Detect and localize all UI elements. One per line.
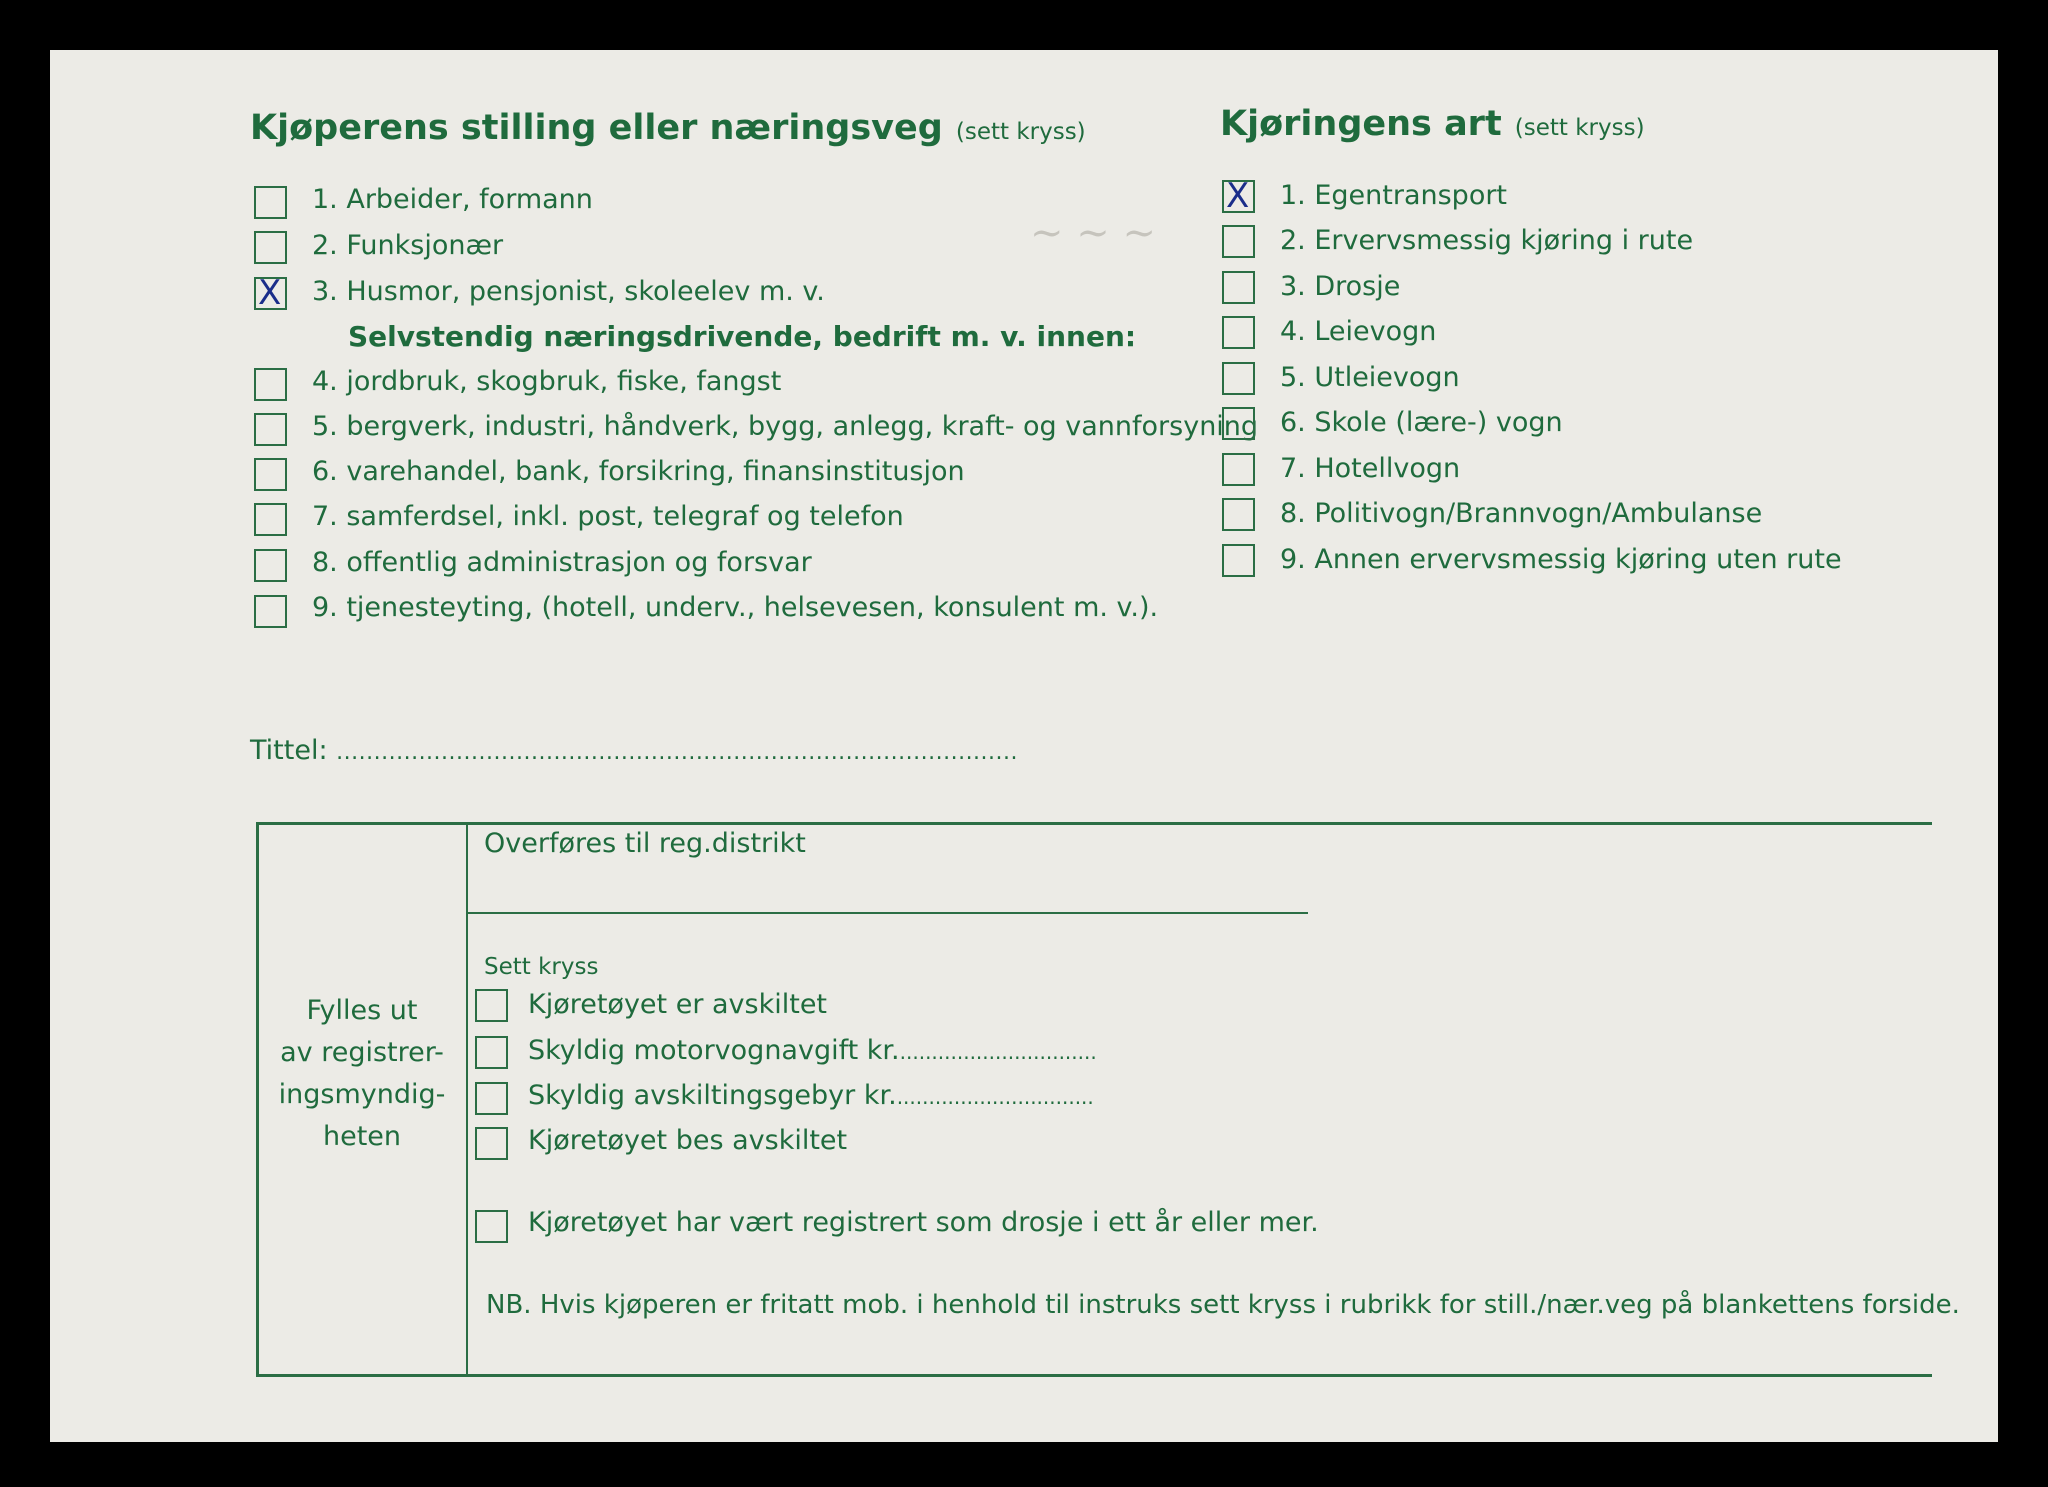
left-item-label: 3. Husmor, pensjonist, skoleelev m. v. <box>312 276 825 307</box>
amount-dots[interactable]: ............................... <box>899 1040 1097 1064</box>
checkbox-right-3[interactable] <box>1222 271 1255 304</box>
checkbox-drosje[interactable] <box>475 1210 508 1243</box>
checkbox-left-9[interactable] <box>254 595 287 628</box>
check-mark: X <box>1226 176 1250 216</box>
check-label: Kjøretøyet er avskiltet <box>528 989 828 1020</box>
form-sheet <box>50 50 1998 1442</box>
right-item-label: 3. Drosje <box>1280 271 1401 302</box>
checkbox-bes-avskiltet[interactable] <box>475 1127 508 1160</box>
sett-kryss-label: Sett kryss <box>484 954 599 980</box>
left-subheading: Selvstendig næringsdrivende, bedrift m. v. innen: <box>348 320 1137 353</box>
check-label <box>528 1035 1097 1066</box>
side-label-line: heten <box>322 1121 402 1152</box>
box-divider <box>466 822 468 1377</box>
right-item-label: 6. Skole (lære-) vogn <box>1280 407 1563 438</box>
box-bottom-border <box>256 1374 1932 1377</box>
checkbox-left-1[interactable] <box>254 186 287 219</box>
check-label: Kjøretøyet har vært registrert som drosje i ett år eller mer. <box>528 1207 1319 1238</box>
box-left-border <box>256 822 259 1377</box>
transfer-label: Overføres til reg.distrikt <box>484 828 806 859</box>
checkbox-motorvognavgift[interactable] <box>475 1036 508 1069</box>
checkbox-right-9[interactable] <box>1222 544 1255 577</box>
transfer-underline <box>468 912 1308 914</box>
checkbox-left-7[interactable] <box>254 503 287 536</box>
right-item-label: 9. Annen ervervsmessig kjøring uten rute <box>1280 544 1842 575</box>
check-label-text: Skyldig motorvognavgift kr. <box>528 1035 900 1066</box>
amount-dots[interactable]: ............................... <box>896 1085 1094 1109</box>
checkbox-avskiltet[interactable] <box>475 989 508 1022</box>
checkbox-left-6[interactable] <box>254 458 287 491</box>
right-item-label: 2. Ervervsmessig kjøring i rute <box>1280 225 1694 256</box>
show-through-text: ~ ~ ~ <box>1030 210 1156 256</box>
right-item-label: 4. Leievogn <box>1280 316 1437 347</box>
side-label <box>262 990 462 1158</box>
tittel-field[interactable] <box>250 735 1018 766</box>
right-section-title: Kjøringens art <box>1220 104 1502 144</box>
checkbox-right-8[interactable] <box>1222 498 1255 531</box>
nb-note: NB. Hvis kjøperen er fritatt mob. i henhold til instruks sett kryss i rubrikk for still./nær.veg på blankettens forside. <box>486 1290 1960 1320</box>
check-mark: X <box>258 273 282 313</box>
side-label-line: av registrer- <box>280 1037 444 1068</box>
checkbox-right-4[interactable] <box>1222 316 1255 349</box>
right-section-header <box>1220 104 1645 144</box>
tittel-label: Tittel: <box>250 735 328 766</box>
checkbox-avskiltingsgebyr[interactable] <box>475 1082 508 1115</box>
box-top-border <box>256 822 1932 825</box>
checkbox-left-2[interactable] <box>254 231 287 264</box>
checkbox-right-6[interactable] <box>1222 407 1255 440</box>
right-item-label: 1. Egentransport <box>1280 180 1508 211</box>
checkbox-right-1[interactable] <box>1222 176 1255 216</box>
left-item-label: 8. offentlig administrasjon og forsvar <box>312 547 812 578</box>
check-label-text: Skyldig avskiltingsgebyr kr. <box>528 1080 897 1111</box>
checkbox-left-4[interactable] <box>254 368 287 401</box>
right-item-label: 8. Politivogn/Brannvogn/Ambulanse <box>1280 498 1763 529</box>
right-item-label: 5. Utleievogn <box>1280 362 1460 393</box>
left-item-label: 4. jordbruk, skogbruk, fiske, fangst <box>312 366 782 397</box>
side-label-line: Fylles ut <box>306 995 418 1026</box>
checkbox-right-2[interactable] <box>1222 225 1255 258</box>
left-section-hint: (sett kryss) <box>955 119 1086 145</box>
left-section-header <box>250 108 1086 148</box>
checkbox-left-3[interactable] <box>254 273 287 313</box>
side-label-line: ingsmyndig- <box>278 1079 446 1110</box>
left-section-title: Kjøperens stilling eller næringsveg <box>250 108 943 148</box>
checkbox-left-5[interactable] <box>254 413 287 446</box>
left-item-label: 9. tjenesteyting, (hotell, underv., helsevesen, konsulent m. v.). <box>312 592 1159 623</box>
tittel-dots: ........................................................................................... <box>336 740 1019 765</box>
left-item-label: 5. bergverk, industri, håndverk, bygg, anlegg, kraft- og vannforsyning <box>312 411 1259 442</box>
check-label <box>528 1080 1094 1111</box>
right-section-hint: (sett kryss) <box>1514 115 1645 141</box>
check-label: Kjøretøyet bes avskiltet <box>528 1125 848 1156</box>
left-item-label: 1. Arbeider, formann <box>312 184 593 215</box>
left-item-label: 6. varehandel, bank, forsikring, finansinstitusjon <box>312 456 965 487</box>
left-item-label: 7. samferdsel, inkl. post, telegraf og telefon <box>312 501 904 532</box>
right-item-label: 7. Hotellvogn <box>1280 453 1461 484</box>
checkbox-left-8[interactable] <box>254 549 287 582</box>
checkbox-right-7[interactable] <box>1222 453 1255 486</box>
checkbox-right-5[interactable] <box>1222 362 1255 395</box>
left-item-label: 2. Funksjonær <box>312 230 504 261</box>
